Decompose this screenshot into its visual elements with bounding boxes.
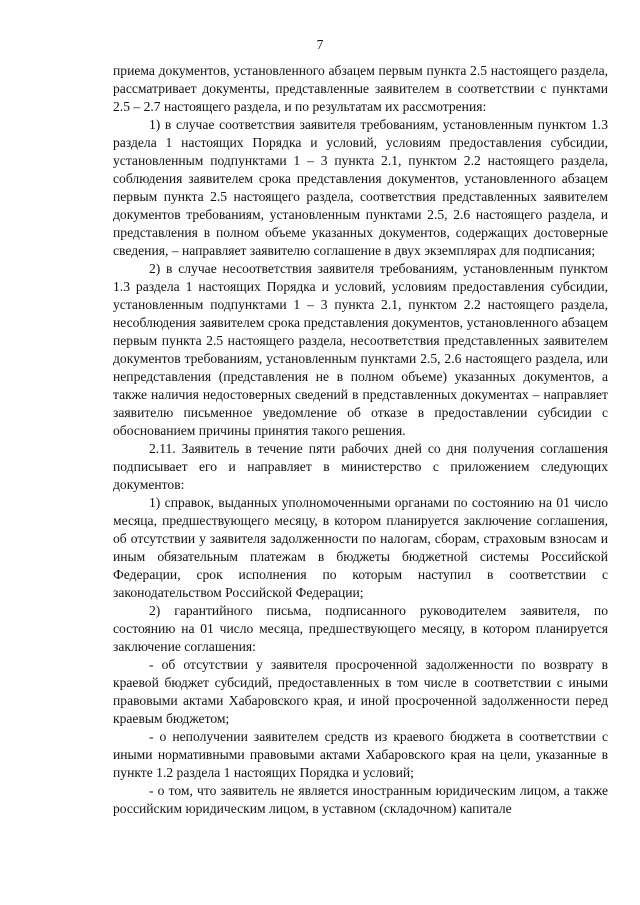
document-body (113, 62, 608, 818)
paragraph-continuation: приема документов, установленного абзацем первым пункта 2.5 настоящего раздела, рассматривает документы, представленные заявителем в соответствии с пунктами 2.5 – 2.7 настоящего раздела, и по результатам их рассмотрения: (113, 63, 608, 114)
paragraph-2-11: 2.11. Заявитель в течение пяти рабочих дней со дня получения соглашения подписывает его и направляет в министерство с приложением следующих документов: (113, 441, 608, 492)
page-number: 7 (316, 37, 324, 52)
paragraph-not-foreign: - о том, что заявитель не является иностранным юридическим лицом, а также российским юридическим лицом, в уставном (складочном) капитале (113, 783, 608, 816)
paragraph-item-1: 1) в случае соответствия заявителя требованиям, установленным пунктом 1.3 раздела 1 настоящих Порядка и условий, условиям предоставления субсидии, установленным подпунктами 1 – 3 пункта 2.1, пунктом 2.2 настоящего раздела, соблюдения заявителем срока представления документов, установленного абзацем первым пункта 2.5 настоящего раздела, соответствия представленных заявителем документов требованиям, установленным пунктами 2.5, 2.6 настоящего раздела, и представления в полном объеме указанных документов, содержащих достоверные сведения, – направляет заявителю соглашение в двух экземплярах для подписания; (113, 117, 608, 258)
paragraph-guarantee-letter: 2) гарантийного письма, подписанного руководителем заявителя, по состоянию на 01 число месяца, предшествующего месяцу, в котором планируется заключение соглашения: (113, 603, 608, 654)
paragraph-item-2: 2) в случае несоответствия заявителя требованиям, установленным пунктом 1.3 раздела 1 настоящих Порядка и условий, условиям предоставления субсидии, установленным подпунктами 1 – 3 пункта 2.1, пунктом 2.2 настоящего раздела, несоблюдения заявителем срока представления документов, установленного абзацем первым пункта 2.5 настоящего раздела, несоответствия представленных заявителем документов требованиям, установленным пунктами 2.5, 2.6 настоящего раздела, или непредставления (представления не в полном объеме) указанных документов, а также наличия недостоверных сведений в представленных документах – направляет заявителю письменное уведомление об отказе в предоставлении субсидии с обоснованием причины принятия такого решения. (113, 261, 608, 438)
paragraph-certificates: 1) справок, выданных уполномоченными органами по состоянию на 01 число месяца, предшествующего месяцу, в котором планируется заключение соглашения, об отсутствии у заявителя задолженности по налогам, сборам, страховым взносам и иным обязательным платежам в бюджеты бюджетной системы Российской Федерации, срок исполнения по которым наступил в соответствии с законодательством Российской Федерации; (113, 495, 608, 600)
paragraph-no-debt: - об отсутствии у заявителя просроченной задолженности по возврату в краевой бюджет субсидий, предоставленных в том числе в соответствии с иными правовыми актами Хабаровского края, и иной просроченной задолженности перед краевым бюджетом; (113, 657, 608, 726)
paragraph-no-funds: - о неполучении заявителем средств из краевого бюджета в соответствии с иными нормативными правовыми актами Хабаровского края на цели, указанные в пункте 1.2 раздела 1 настоящих Порядка и условий; (113, 729, 608, 780)
